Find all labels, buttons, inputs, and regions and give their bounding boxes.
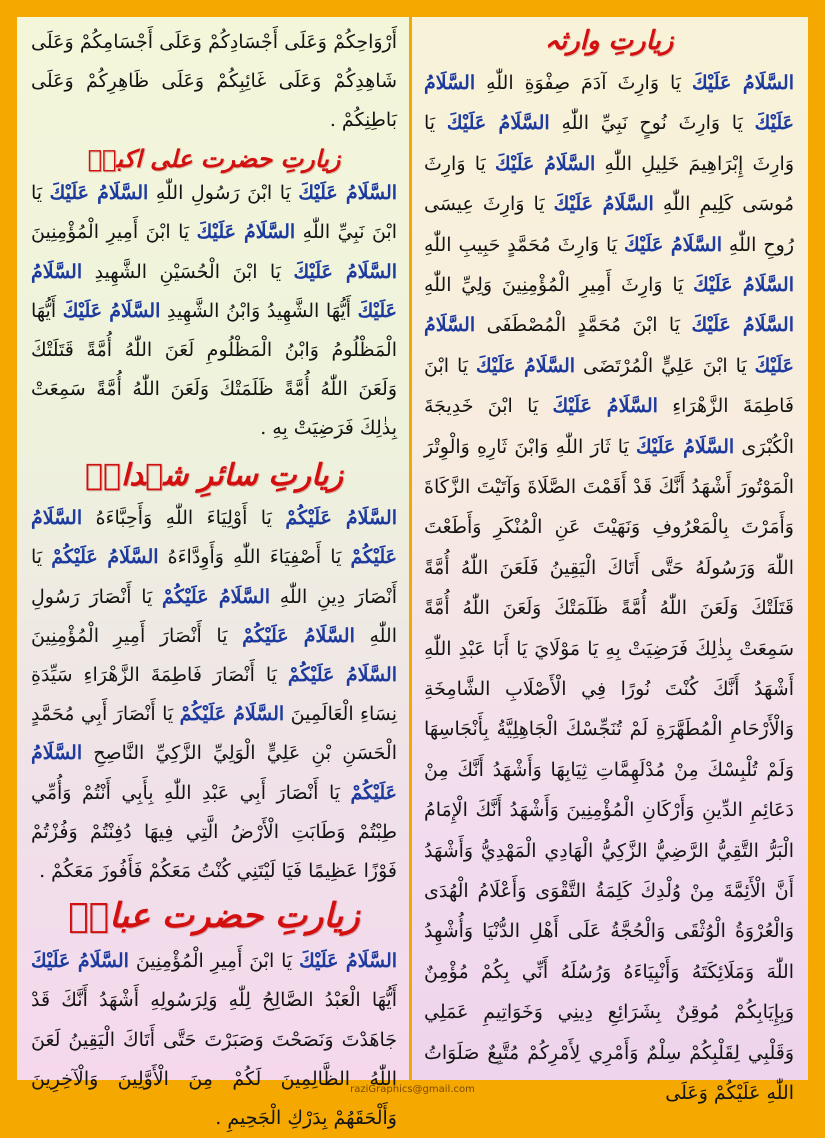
title-ziyarat-shuhada: زیارتِ سائرِ شہداءؑ <box>84 457 343 493</box>
salam-phrase: السَّلَامُ عَلَيْكَ <box>31 950 129 973</box>
ali-akbar-text <box>31 174 397 448</box>
left-column <box>17 17 409 1130</box>
salam-phrase: السَّلَامُ عَلَيْكَ <box>553 193 654 216</box>
salam-phrase: السَّلَامُ عَلَيْكَ <box>476 354 576 377</box>
salam-phrase: السَّلَامُ عَلَيْكَ <box>31 260 398 322</box>
text-segment: يَا أَنْصَارَ رَسُولِ اللّٰهِ <box>31 585 397 647</box>
salam-phrase: السَّلَامُ عَلَيْكَ <box>691 71 794 94</box>
text-segment: يَا أَنْصَارَ أَبِي عَبْدِ اللّٰهِ بِأَبِي أَنْتُمْ وَأُمِّي طِبْتُمْ وَطَابَتِ الْأَرْضُ الَّتِي فِيهَا دُفِنْتُمْ وَفُزْتُمْ فَوْزًا عَظِيمًا فَيَا لَيْتَنِي كُنْتُ مَعَكُمْ فَأَفُوزَ مَعَكُمْ . <box>31 781 397 882</box>
salam-phrase: السَّلَامُ عَلَيْكَ <box>691 314 794 337</box>
salam-phrase: السَّلَامُ عَلَيْكُمْ <box>179 703 285 726</box>
text-segment: يَا وَارِثَ نُوحٍ نَبِيِّ اللّٰهِ <box>549 112 755 135</box>
text-segment: يَا ابْنَ عَلِيٍّ الْمُرْتَضَى <box>575 354 755 377</box>
salam-phrase: السَّلَامُ عَلَيْكُمْ <box>31 742 397 804</box>
waritha-continuation-text <box>31 23 397 141</box>
text-segment: يَا وَارِثَ آدَمَ صِفْوَةِ اللّٰهِ <box>475 71 692 94</box>
text-segment: يَا وَارِثَ مُحَمَّدٍ حَبِيبِ اللّٰهِ <box>424 233 624 256</box>
shuhada-text <box>31 499 397 891</box>
abbas-text <box>31 942 397 1138</box>
salam-phrase: السَّلَامُ عَلَيْكَ <box>635 435 735 458</box>
salam-phrase: السَّلَامُ عَلَيْكُمْ <box>51 546 159 569</box>
salam-phrase: السَّلَامُ عَلَيْكُمْ <box>242 624 355 647</box>
salam-phrase: السَّلَامُ عَلَيْكَ <box>49 182 149 205</box>
salam-phrase: السَّلَامُ عَلَيْكُمْ <box>31 507 398 569</box>
salam-phrase: السَّلَامُ عَلَيْكَ <box>298 182 398 205</box>
salam-phrase: السَّلَامُ عَلَيْكَ <box>293 260 397 283</box>
title-ziyarat-ali-akbar: زیارتِ حضرت علی اکبرؑ <box>87 143 341 173</box>
text-segment: أَيُّهَا الشَّهِيدُ وَابْنُ الشَّهِيدِ <box>160 299 358 322</box>
text-segment: يَا وَارِثَ أَمِيرِ الْمُؤْمِنِينَ وَلِيِّ اللّٰهِ <box>424 273 694 296</box>
text-segment: يَا وَارِثَ إِبْرَاهِيمَ خَلِيلِ اللّٰهِ <box>424 112 794 175</box>
text-segment: يَا ابْنَ رَسُولِ اللّٰهِ <box>148 182 299 205</box>
salam-phrase: السَّلَامُ عَلَيْكَ <box>495 152 596 175</box>
text-segment: يَا ابْنَ خَدِيجَةَ الْكُبْرَى <box>424 395 794 458</box>
salam-phrase: السَّلَامُ عَلَيْكُمْ <box>287 663 398 686</box>
text-segment: يَا أَوْلِيَاءَ اللّٰهِ وَأَحِبَّاءَهُ <box>82 507 286 530</box>
footer-email: raziGraphics@gmail.com <box>350 1084 475 1095</box>
salam-phrase: السَّلَامُ عَلَيْكَ <box>552 395 658 418</box>
salam-phrase: السَّلَامُ عَلَيْكَ <box>693 273 795 296</box>
salam-phrase: السَّلَامُ عَلَيْكَ <box>299 950 398 973</box>
text-segment: يَا ابْنَ الْحُسَيْنِ الشَّهِيدِ <box>82 260 294 283</box>
text-segment: يَا أَنْصَارَ أَبِي مُحَمَّدٍ الْحَسَنِ بْنِ عَلِيٍّ الْوَلِيِّ الزَّكِيِّ النَّاصِحِ <box>31 703 397 765</box>
text-segment: يَا أَنْصَارَ أَمِيرِ الْمُؤْمِنِينَ <box>31 624 243 647</box>
title-ziyarat-abbas: زیارتِ حضرت عباسؑ <box>68 896 360 937</box>
salam-phrase: السَّلَامُ عَلَيْكُمْ <box>162 585 270 608</box>
text-segment: يَا وَارِثَ مُوسَى كَلِيمِ اللّٰهِ <box>424 152 794 216</box>
text-segment: يَا أَنْصَارَ دِينِ اللّٰهِ <box>31 546 398 608</box>
salam-phrase: السَّلَامُ عَلَيْكَ <box>446 112 550 135</box>
salam-phrase: السَّلَامُ عَلَيْكَ <box>624 233 722 256</box>
text-segment: أَيُّهَا الْمَظْلُومُ وَابْنُ الْمَظْلُومِ لَعَنَ اللّٰهُ أُمَّةً قَتَلَتْكَ وَلَعَنَ اللّٰهُ أُمَّةً ظَلَمَتْكَ وَلَعَنَ اللّٰهُ أُمَّةً سَمِعَتْ بِذٰلِكَ فَرَضِيَتْ بِهِ . <box>31 299 397 440</box>
salam-phrase: السَّلَامُ عَلَيْكَ <box>196 221 296 244</box>
salam-phrase: السَّلَامُ عَلَيْكَ <box>62 299 161 322</box>
text-segment: يَا ابْنَ فَاطِمَةَ الزَّهْرَاءِ <box>424 354 794 418</box>
text-segment: يَا ثَارَ اللّٰهِ وَابْنَ ثَارِهِ وَالْوِتْرَ الْمَوْتُورَ أَشْهَدُ أَنَّكَ قَدْ أَقَمْتَ الصَّلَاةَ وَآتَيْتَ الزَّكَاةَ وَأَمَرْتَ بِالْمَعْرُوفِ وَنَهَيْتَ عَنِ الْمُنْكَرِ وَأَطَعْتَ اللّٰهَ وَرَسُولَهُ حَتَّى أَتَاكَ الْيَقِينُ فَلَعَنَ اللّٰهُ أُمَّةً قَتَلَتْكَ وَلَعَنَ اللّٰهُ أُمَّةً ظَلَمَتْكَ وَلَعَنَ اللّٰهُ أُمَّةً سَمِعَتْ بِذٰلِكَ فَرَضِيَتْ بِهِ يَا مَوْلَايَ يَا أَبَا عَبْدِ اللّٰهِ أَشْهَدُ أَنَّكَ كُنْتَ نُورًا فِي الْأَصْلَابِ الشَّامِخَةِ وَالْأَرْحَامِ الْمُطَهَّرَةِ لَمْ تُنَجِّسْكَ الْجَاهِلِيَّةُ بِأَنْجَاسِهَا وَلَمْ تُلْبِسْكَ مِنْ مُدْلَهِمَّاتِ ثِيَابِهَا وَأَشْهَدُ أَنَّكَ مِنْ دَعَائِمِ الدِّينِ وَأَرْكَانِ الْمُؤْمِنِينَ وَأَشْهَدُ أَنَّكَ الْإِمَامُ الْبَرُّ التَّقِيُّ الرَّضِيُّ الزَّكِيُّ الْهَادِي الْمَهْدِيُّ وَأَشْهَدُ أَنَّ الْأَئِمَّةَ مِنْ وُلْدِكَ كَلِمَةُ التَّقْوَى وَأَعْلَامُ الْهُدَى وَالْعُرْوَةُ الْوُثْقَى وَالْحُجَّةُ عَلَى أَهْلِ الدُّنْيَا وَأُشْهِدُ اللّٰهَ وَمَلَائِكَتَهُ وَأَنْبِيَاءَهُ وَرُسُلَهُ أَنِّي بِكُمْ مُؤْمِنٌ وَبِإِيَابِكُمْ مُوقِنٌ بِشَرَائِعِ دِينِي وَخَوَاتِيمِ عَمَلِي وَقَلْبِي لِقَلْبِكُمْ سِلْمٌ وَأَمْرِي لِأَمْرِكُمْ مُتَّبِعٌ صَلَوَاتُ اللّٰهِ عَلَيْكُمْ وَعَلَى <box>424 435 794 1105</box>
text-segment: يَا ابْنَ أَمِيرِ الْمُؤْمِنِينَ <box>31 221 197 244</box>
salam-phrase: السَّلَامُ عَلَيْكَ <box>424 314 795 377</box>
salam-phrase: السَّلَامُ عَلَيْكُمْ <box>285 507 397 530</box>
title-ziyarat-waritha: زیارتِ وارثہ <box>544 26 674 56</box>
salam-phrase: السَّلَامُ عَلَيْكَ <box>424 71 794 135</box>
text-segment: يَا وَارِثَ عِيسَى رُوحِ اللّٰهِ <box>424 193 794 256</box>
text-segment: يَا ابْنَ مُحَمَّدٍ الْمُصْطَفَى <box>475 314 692 337</box>
text-segment: يَا أَصْفِيَاءَ اللّٰهِ وَأَوِدَّاءَهُ <box>158 546 351 569</box>
text-segment: أَيُّهَا الْعَبْدُ الصَّالِحُ لِلّٰهِ وَلِرَسُولِهِ أَشْهَدُ أَنَّكَ قَدْ جَاهَدْتَ وَنَصَحْتَ وَصَبَرْتَ حَتَّى أَتَاكَ الْيَقِينُ لَعَنَ اللّٰهُ الظَّالِمِينَ لَكُمْ مِنَ الْأَوَّلِينَ وَالْآخِرِينَ وَأَلْحَقَهُمْ بِدَرْكِ الْجَحِيمِ . <box>31 989 397 1130</box>
text-segment: يَا ابْنَ أَمِيرِ الْمُؤْمِنِينَ <box>128 950 300 973</box>
waritha-text <box>424 63 794 1114</box>
text-segment: يَا أَنْصَارَ فَاطِمَةَ الزَّهْرَاءِ سَيِّدَةِ نِسَاءِ الْعَالَمِينَ <box>31 663 397 726</box>
text-segment: أَرْوَاحِكُمْ وَعَلَى أَجْسَادِكُمْ وَعَلَى أَجْسَامِكُمْ وَعَلَى شَاهِدِكُمْ وَعَلَى غَائِبِكُمْ وَعَلَى ظَاهِرِكُمْ وَعَلَى بَاطِنِكُمْ . <box>31 31 397 132</box>
text-segment: يَا ابْنَ نَبِيِّ اللّٰهِ <box>31 182 398 244</box>
